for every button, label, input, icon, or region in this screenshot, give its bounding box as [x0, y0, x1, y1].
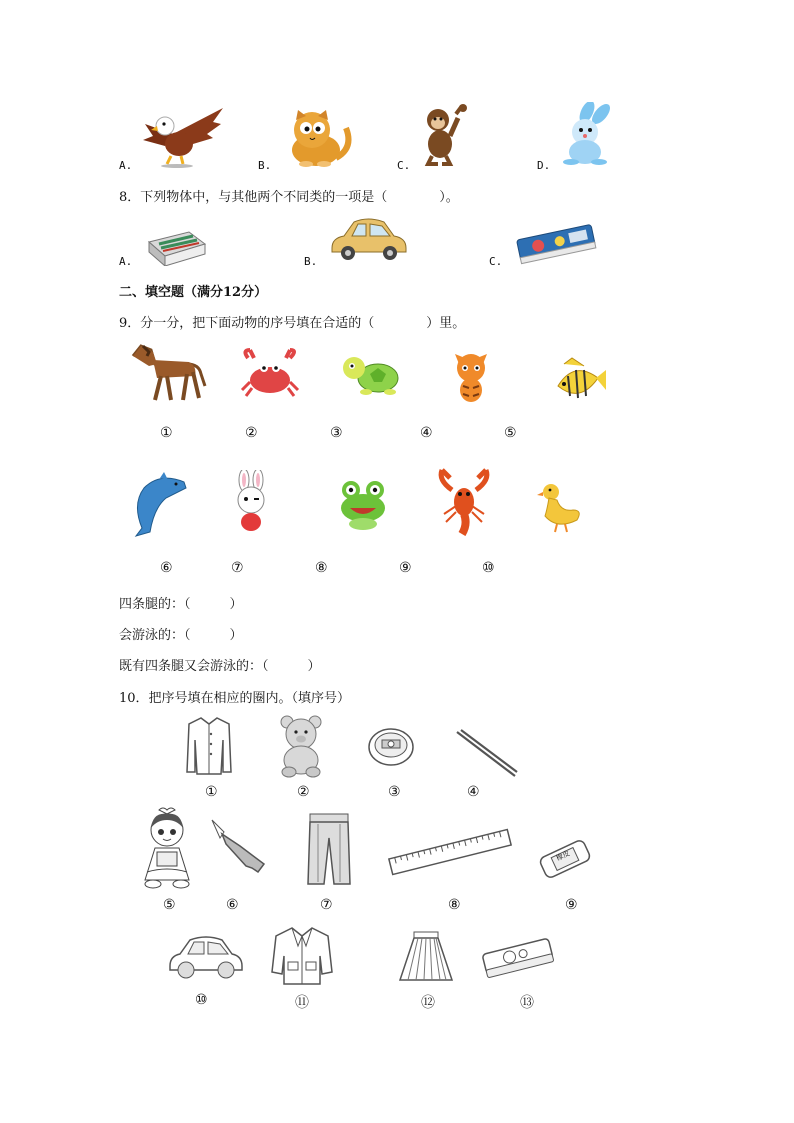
q10-num-10: ⑩: [195, 992, 208, 1008]
q10-num-5: ⑤: [163, 897, 176, 913]
q9-num-6: ⑥: [160, 560, 173, 576]
books-image: [145, 222, 207, 266]
crab-image: [240, 348, 300, 400]
bunny-image: [228, 470, 274, 532]
q8-option-b[interactable]: B.: [304, 255, 318, 268]
q10-num-9: ⑨: [565, 897, 578, 913]
rabbit-image: [557, 102, 613, 166]
q10-num-4: ④: [467, 784, 480, 800]
pencil-box-image: [480, 934, 556, 982]
q10-num-6: ⑥: [226, 897, 239, 913]
q7-option-a[interactable]: A.: [119, 159, 133, 172]
q9-num-10: ⑩: [482, 560, 495, 576]
q9-question: 9．分一分，把下面动物的序号填在合适的（ ）里。: [119, 316, 466, 331]
knife-image: [210, 818, 266, 874]
q9-num-3: ③: [330, 425, 343, 441]
fill-four-legs[interactable]: 四条腿的：（ ）: [119, 597, 243, 612]
fill-can-swim[interactable]: 会游泳的：（ ）: [119, 628, 243, 643]
horse-image: [127, 342, 207, 404]
teddy-bear-image: [275, 714, 327, 778]
q10-num-2: ②: [297, 784, 310, 800]
tiger-cub-image: [449, 350, 493, 404]
q10-num-12: ⑫: [421, 995, 435, 1011]
eraser-image: [537, 834, 593, 884]
q10-num-8: ⑧: [448, 897, 461, 913]
section-title: 二、填空题（满分12分）: [119, 285, 268, 300]
toy-car-image: [166, 932, 246, 982]
frog-image: [336, 478, 390, 532]
q9-num-1: ①: [160, 425, 173, 441]
fill-four-legs-and-swim[interactable]: 既有四条腿又会游泳的：（ ）: [119, 659, 321, 674]
chopsticks-image: [455, 728, 519, 780]
cat-image: [284, 108, 356, 168]
q10-num-3: ③: [388, 784, 401, 800]
q7-option-c[interactable]: C.: [397, 159, 411, 172]
q9-num-7: ⑦: [231, 560, 244, 576]
dolphin-image: [130, 472, 188, 538]
shirt-image: [185, 716, 233, 776]
q9-num-2: ②: [245, 425, 258, 441]
girl-doll-image: [137, 806, 197, 890]
pencil-case-image: [514, 220, 598, 266]
eraser-label: 橡皮: [554, 849, 572, 863]
turtle-image: [340, 352, 402, 398]
q9-num-5: ⑤: [504, 425, 517, 441]
monkey-image: [418, 104, 468, 166]
q7-option-d[interactable]: D.: [537, 159, 551, 172]
q10-question: 10．把序号填在相应的圈内。（填序号）: [119, 691, 351, 706]
trousers-image: [306, 812, 352, 886]
sharpener-image: [366, 726, 416, 768]
q8-question: 8．下列物体中，与其他两个不同类的一项是（ ）。: [119, 190, 459, 205]
q10-num-1: ①: [205, 784, 218, 800]
q7-option-b[interactable]: B.: [258, 159, 272, 172]
lobster-image: [432, 466, 496, 536]
duck-image: [537, 480, 583, 534]
q10-num-11: ⑪: [295, 995, 309, 1011]
ruler-image: [387, 826, 513, 878]
skirt-image: [398, 930, 454, 984]
eagle-image: [143, 104, 225, 168]
q9-num-9: ⑨: [399, 560, 412, 576]
car-image: [328, 216, 408, 262]
q9-num-8: ⑧: [315, 560, 328, 576]
q8-option-a[interactable]: A.: [119, 255, 133, 268]
jacket-image: [270, 926, 334, 986]
q10-num-7: ⑦: [320, 897, 333, 913]
fish-image: [550, 356, 606, 404]
q8-option-c[interactable]: C.: [489, 255, 503, 268]
q10-num-13: ⑬: [520, 995, 534, 1011]
q9-num-4: ④: [420, 425, 433, 441]
